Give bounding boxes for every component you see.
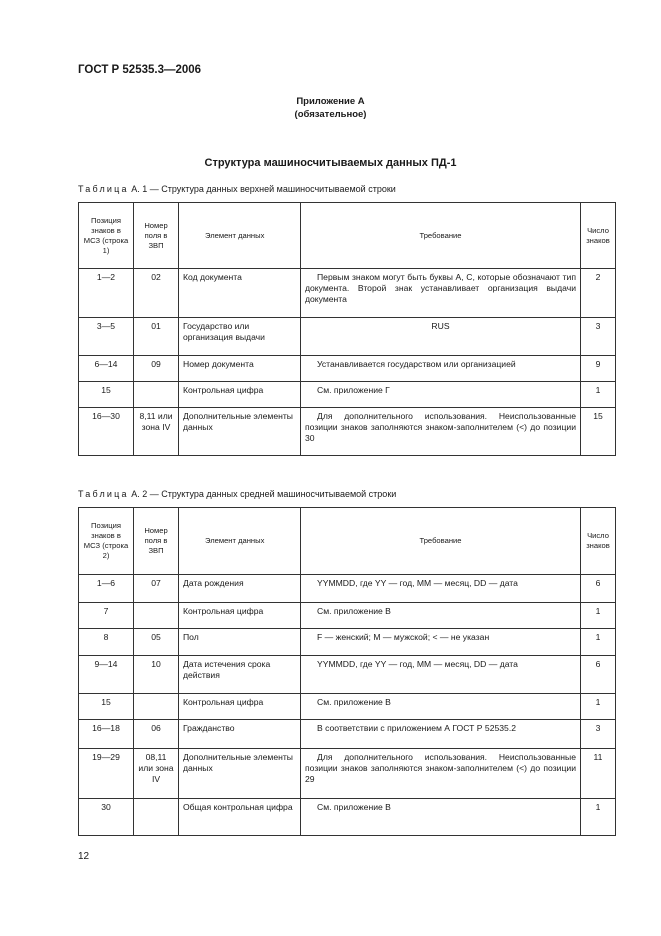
cell-count: 3 [581,720,616,749]
cell-requirement: См. приложение В [301,799,581,836]
cell-field [134,694,179,720]
cell-position: 16—18 [79,720,134,749]
table-row [79,269,616,318]
cell-field: 02 [134,269,179,318]
cell-requirement: F — женский; М — мужской; < — не указан [301,629,581,656]
table-row [79,799,616,836]
cell-requirement: RUS [301,318,581,356]
table1-caption-prefix: Таблица [78,184,129,194]
cell-requirement: Для дополнительного использования. Неиспользованные позиции знаков заполняются знаком-заполнителем (<) до позиции 29 [301,749,581,799]
table-row [79,382,616,408]
cell-element: Контрольная цифра [179,694,301,720]
cell-element: Дата рождения [179,575,301,603]
table-row [79,720,616,749]
table2-caption [78,489,396,499]
table-row [79,575,616,603]
cell-position: 6—14 [79,356,134,382]
table2-header-count: Число знаков [581,508,616,575]
cell-field [134,382,179,408]
main-title: Структура машиносчитываемых данных ПД-1 [204,157,457,169]
cell-requirement: Для дополнительного использования. Неиспользованные позиции знаков заполняются знаком-заполнителем (<) до позиции 30 [301,408,581,456]
table2-header-position: Позиция знаков в МСЗ (строка 2) [79,508,134,575]
cell-count: 1 [581,694,616,720]
cell-position: 15 [79,694,134,720]
table-row [79,656,616,694]
cell-element: Пол [179,629,301,656]
table1-header-position: Позиция знаков в МСЗ (строка 1) [79,203,134,269]
cell-element: Номер документа [179,356,301,382]
cell-element: Контрольная цифра [179,603,301,629]
document-code: ГОСТ Р 52535.3—2006 [78,64,202,76]
cell-element: Общая контрольная цифра [179,799,301,836]
page-number: 12 [78,851,90,862]
cell-count: 1 [581,382,616,408]
cell-field: 05 [134,629,179,656]
cell-position: 1—6 [79,575,134,603]
cell-count: 1 [581,799,616,836]
table-row [79,694,616,720]
cell-count: 1 [581,603,616,629]
cell-count: 6 [581,575,616,603]
table-row [79,356,616,382]
cell-position: 16—30 [79,408,134,456]
table-row [79,318,616,356]
cell-position: 3—5 [79,318,134,356]
table2 [78,507,616,836]
cell-element: Дополнительные элементы данных [179,749,301,799]
cell-element: Код документа [179,269,301,318]
cell-position: 9—14 [79,656,134,694]
cell-count: 1 [581,629,616,656]
cell-element: Дополнительные элементы данных [179,408,301,456]
cell-position: 15 [79,382,134,408]
table2-caption-prefix: Таблица [78,489,129,499]
cell-requirement: См. приложение В [301,694,581,720]
table-row [79,603,616,629]
cell-requirement: Устанавливается государством или организацией [301,356,581,382]
cell-element: Контрольная цифра [179,382,301,408]
annex-status: (обязательное) [294,109,367,120]
cell-element: Дата истечения срока действия [179,656,301,694]
cell-requirement: YYMMDD, где YY — год, MM — месяц, DD — дата [301,575,581,603]
table-row [79,408,616,456]
table1-caption-rest: А. 1 — Структура данных верхней машиносчитываемой строки [128,184,396,194]
cell-position: 8 [79,629,134,656]
cell-count: 2 [581,269,616,318]
annex-title: Приложение А [296,96,365,107]
table1-header-count: Число знаков [581,203,616,269]
table1-header-element: Элемент данных [179,203,301,269]
cell-field: 06 [134,720,179,749]
cell-field: 8,11 или зона IV [134,408,179,456]
table2-caption-rest: А. 2 — Структура данных средней машиносчитываемой строки [128,489,397,499]
cell-element: Государство или организация выдачи [179,318,301,356]
table1-caption [78,184,396,194]
cell-count: 15 [581,408,616,456]
table2-header-element: Элемент данных [179,508,301,575]
cell-field: 07 [134,575,179,603]
cell-field [134,799,179,836]
cell-requirement: Первым знаком могут быть буквы А, С, которые обозначают тип документа. Второй знак устанавливает организация выдачи документа [301,269,581,318]
cell-count: 11 [581,749,616,799]
cell-position: 1—2 [79,269,134,318]
table1-header-requirement: Требование [301,203,581,269]
cell-count: 9 [581,356,616,382]
table2-header-field: Номер поля в ЗВП [134,508,179,575]
cell-element: Гражданство [179,720,301,749]
table2-header-row [79,508,616,575]
cell-requirement: YYMMDD, где YY — год, MM — месяц, DD — дата [301,656,581,694]
cell-field: 08,11 или зона IV [134,749,179,799]
table1-header-row [79,203,616,269]
cell-requirement: См. приложение Г [301,382,581,408]
cell-field [134,603,179,629]
cell-field: 09 [134,356,179,382]
cell-requirement: См. приложение В [301,603,581,629]
table-row [79,749,616,799]
table1-header-field: Номер поля в ЗВП [134,203,179,269]
cell-field: 10 [134,656,179,694]
cell-position: 7 [79,603,134,629]
table2-header-requirement: Требование [301,508,581,575]
cell-field: 01 [134,318,179,356]
cell-count: 3 [581,318,616,356]
cell-requirement: В соответствии с приложением А ГОСТ Р 52535.2 [301,720,581,749]
cell-count: 6 [581,656,616,694]
table1 [78,202,616,456]
table-row [79,629,616,656]
cell-position: 19—29 [79,749,134,799]
cell-position: 30 [79,799,134,836]
